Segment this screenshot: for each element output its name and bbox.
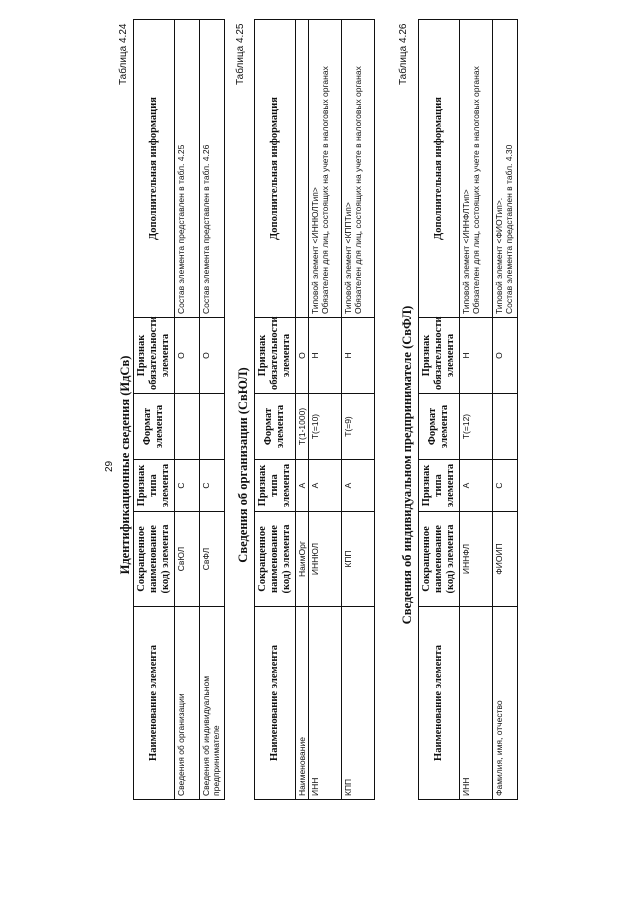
header-cell: Признак типа элемента [255, 460, 296, 512]
header-cell: Сокращенное наименование (код) элемента [134, 512, 175, 607]
header-cell: Формат элемента [419, 394, 460, 460]
table-row [493, 20, 518, 800]
header-cell: Дополнительная информация [134, 20, 175, 318]
cell-info [296, 20, 309, 318]
table-row [309, 20, 342, 800]
cell-name: Сведения об индивидуальном предпринимателе [200, 607, 225, 800]
header-cell: Признак обязательности элемента [419, 318, 460, 394]
cell-code: ИННЮЛ [309, 512, 342, 607]
cell-format [175, 394, 200, 460]
header-cell: Признак типа элемента [419, 460, 460, 512]
table-label: Таблица 4.26 [398, 23, 409, 85]
cell-required: О [175, 318, 200, 394]
table-row [342, 20, 375, 800]
cell-format: T(=10) [309, 394, 342, 460]
cell-required: Н [309, 318, 342, 394]
table-row [200, 20, 225, 800]
cell-code: ИННФЛ [460, 512, 493, 607]
cell-info: Состав элемента представлен в табл. 4.26 [200, 20, 225, 318]
cell-type: А [460, 460, 493, 512]
cell-info: Типовой элемент <ФИОТип>. Состав элемента представлен в табл. 4.30 [493, 20, 518, 318]
cell-name: Наименование [296, 607, 309, 800]
header-cell: Дополнительная информация [255, 20, 296, 318]
table-header-row [255, 20, 296, 800]
table-row [296, 20, 309, 800]
cell-required: О [200, 318, 225, 394]
table-ident-info [133, 19, 225, 800]
cell-type: С [200, 460, 225, 512]
cell-name: КПП [342, 607, 375, 800]
cell-type: С [175, 460, 200, 512]
header-cell: Наименование элемента [134, 607, 175, 800]
header-cell: Признак обязательности элемента [255, 318, 296, 394]
table-title: Сведения об индивидуальном предпринимателе (СвФЛ) [400, 305, 414, 625]
cell-name: Фамилия, имя, отчество [493, 607, 518, 800]
cell-format [493, 394, 518, 460]
cell-info: Типовой элемент <КППТип> Обязателен для лиц, состоящих на учете в налоговых органах [342, 20, 375, 318]
cell-type: А [342, 460, 375, 512]
cell-name: ИНН [460, 607, 493, 800]
cell-type: С [493, 460, 518, 512]
cell-format: T(1-1000) [296, 394, 309, 460]
cell-format [200, 394, 225, 460]
cell-info: Состав элемента представлен в табл. 4.25 [175, 20, 200, 318]
cell-name: Сведения об организации [175, 607, 200, 800]
cell-format: T(=9) [342, 394, 375, 460]
table-entrepreneur-info [418, 19, 518, 800]
cell-info: Типовой элемент <ИННФЛТип> Обязателен для лиц, состоящих на учете в налоговых органах [460, 20, 493, 318]
table-label: Таблица 4.25 [235, 23, 246, 85]
cell-required: О [493, 318, 518, 394]
header-cell: Наименование элемента [419, 607, 460, 800]
cell-required: О [296, 318, 309, 394]
cell-required: Н [460, 318, 493, 394]
cell-code: ФИОИП [493, 512, 518, 607]
header-cell: Признак типа элемента [134, 460, 175, 512]
header-cell: Признак обязательности элемента [134, 318, 175, 394]
cell-info: Типовой элемент <ИННЮЛТип> Обязателен для лиц, состоящих на учете в налоговых органах [309, 20, 342, 318]
table-row [460, 20, 493, 800]
cell-type: А [309, 460, 342, 512]
cell-code: СвЮЛ [175, 512, 200, 607]
table-title: Идентификационные сведения (ИдСв) [118, 355, 132, 575]
cell-code: КПП [342, 512, 375, 607]
table-header-row [419, 20, 460, 800]
header-cell: Сокращенное наименование (код) элемента [255, 512, 296, 607]
cell-required: Н [342, 318, 375, 394]
cell-type: А [296, 460, 309, 512]
table-row [175, 20, 200, 800]
header-cell: Формат элемента [255, 394, 296, 460]
table-label: Таблица 4.24 [118, 23, 129, 85]
header-cell: Сокращенное наименование (код) элемента [419, 512, 460, 607]
table-header-row [134, 20, 175, 800]
cell-code: СвФЛ [200, 512, 225, 607]
cell-name: ИНН [309, 607, 342, 800]
cell-format: T(=12) [460, 394, 493, 460]
table-title: Сведения об организации (СвЮЛ) [236, 367, 250, 563]
cell-code: НаимОрг [296, 512, 309, 607]
page-number: 29 [104, 460, 115, 472]
table-organization-info [254, 19, 375, 800]
header-cell: Формат элемента [134, 394, 175, 460]
header-cell: Наименование элемента [255, 607, 296, 800]
header-cell: Дополнительная информация [419, 20, 460, 318]
